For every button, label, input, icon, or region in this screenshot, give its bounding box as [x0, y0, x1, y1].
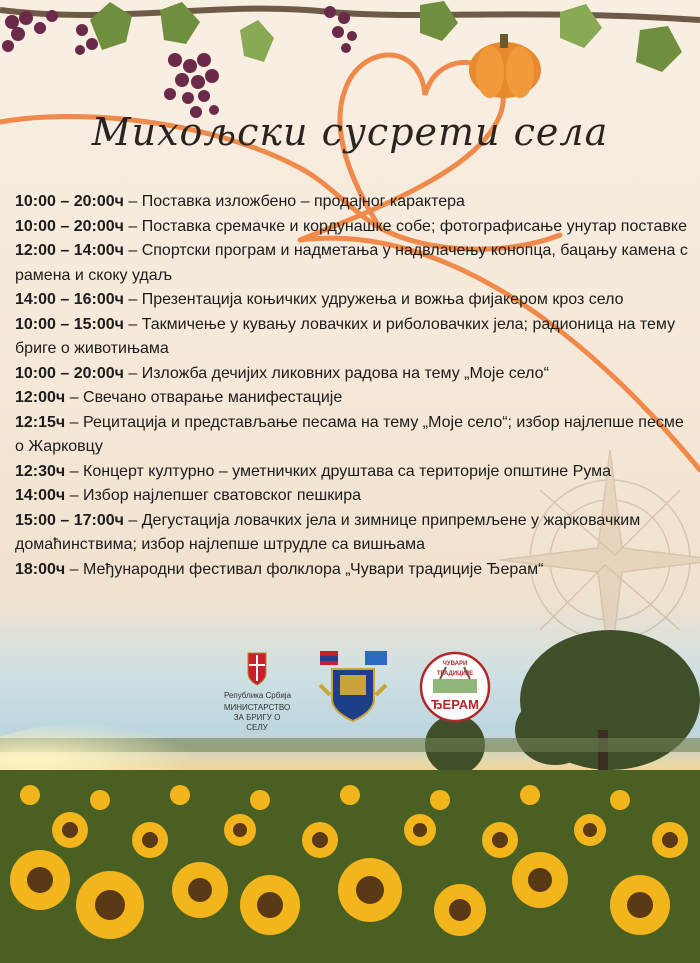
schedule-description: – Поставка сремачке и кордунашке собе; фотографисање унутар поставке — [123, 217, 687, 235]
ministry-name-text: МИНИСТАРСТВО ЗА БРИГУ О СЕЛУ — [223, 703, 291, 732]
schedule-description: – Спортски програм и надметања у надвлачењу конопца, бацању камена с рамена и скоку удаљ — [15, 242, 688, 284]
schedule-item — [15, 509, 695, 558]
schedule-time: 10:00 – 20:00ч — [15, 193, 124, 210]
schedule-item — [15, 484, 695, 509]
schedule-item — [15, 313, 695, 362]
schedule-list — [15, 190, 695, 582]
schedule-item — [15, 288, 695, 313]
schedule-item — [15, 411, 695, 460]
schedule-time: 12:00ч — [15, 389, 66, 406]
festival-arc-text: ЧУВАРИ ТРАДИЦИЈЕ — [436, 661, 474, 677]
schedule-time: 18:00ч — [15, 560, 66, 578]
schedule-description: – Међународни фестивал фолклора „Чувари традиције Ђерам“ — [65, 560, 544, 578]
schedule-time: 12:30ч — [15, 462, 66, 480]
logos-row — [220, 645, 510, 735]
schedule-time: 12:00 – 14:00ч — [15, 242, 124, 259]
schedule-time: 12:15ч — [15, 413, 66, 431]
schedule-item — [15, 239, 695, 288]
schedule-description: – Поставка изложбено – продајног карактера — [123, 193, 465, 210]
schedule-description: – Презентација коњичких удружења и вожња фијакером кроз село — [123, 291, 624, 308]
schedule-item — [15, 460, 695, 485]
page-title: Михољски сусрети села — [91, 110, 609, 154]
schedule-time: 10:00 – 20:00ч — [15, 217, 124, 235]
serbia-coat-of-arms-icon — [248, 653, 266, 685]
schedule-description: – Рецитација и представљање песама на тему „Моје село“; избор најлепше песме о Жарковцу — [15, 413, 684, 455]
schedule-description: – Избор најлепшег сватовског пешкира — [65, 487, 361, 504]
schedule-item — [15, 215, 695, 240]
festival-name-text: ЂЕРАМ — [431, 697, 479, 712]
schedule-description: – Дегустација ловачких јела и зимнице припремљене у жарковачким домаћинствима; избор најлепше штрудле са вишњама — [15, 511, 641, 553]
schedule-item — [15, 362, 695, 387]
schedule-time: 14:00ч — [15, 487, 66, 504]
schedule-time: 15:00 – 17:00ч — [15, 511, 124, 529]
schedule-time: 14:00 – 16:00ч — [15, 291, 124, 308]
schedule-description: – Изложба дечијих ликовних радова на тему „Моје село“ — [123, 364, 549, 382]
ministry-top-text: Република Србија — [223, 691, 292, 700]
schedule-item — [15, 190, 695, 215]
schedule-item — [15, 558, 695, 583]
schedule-description: – Концерт културно – уметничких друштава са територије општине Рума — [65, 462, 612, 480]
schedule-time: 10:00 – 15:00ч — [15, 315, 124, 333]
schedule-item — [15, 386, 695, 411]
pumpkin-icon — [469, 34, 541, 98]
schedule-description: – Такмичење у кувању ловачких и риболовачких јела; радионица на тему бриге о животињама — [15, 315, 676, 357]
ruma-coat-of-arms-icon — [320, 651, 387, 721]
schedule-time: 10:00 – 20:00ч — [15, 364, 124, 382]
schedule-description: – Свечано отварање манифестације — [65, 389, 343, 406]
